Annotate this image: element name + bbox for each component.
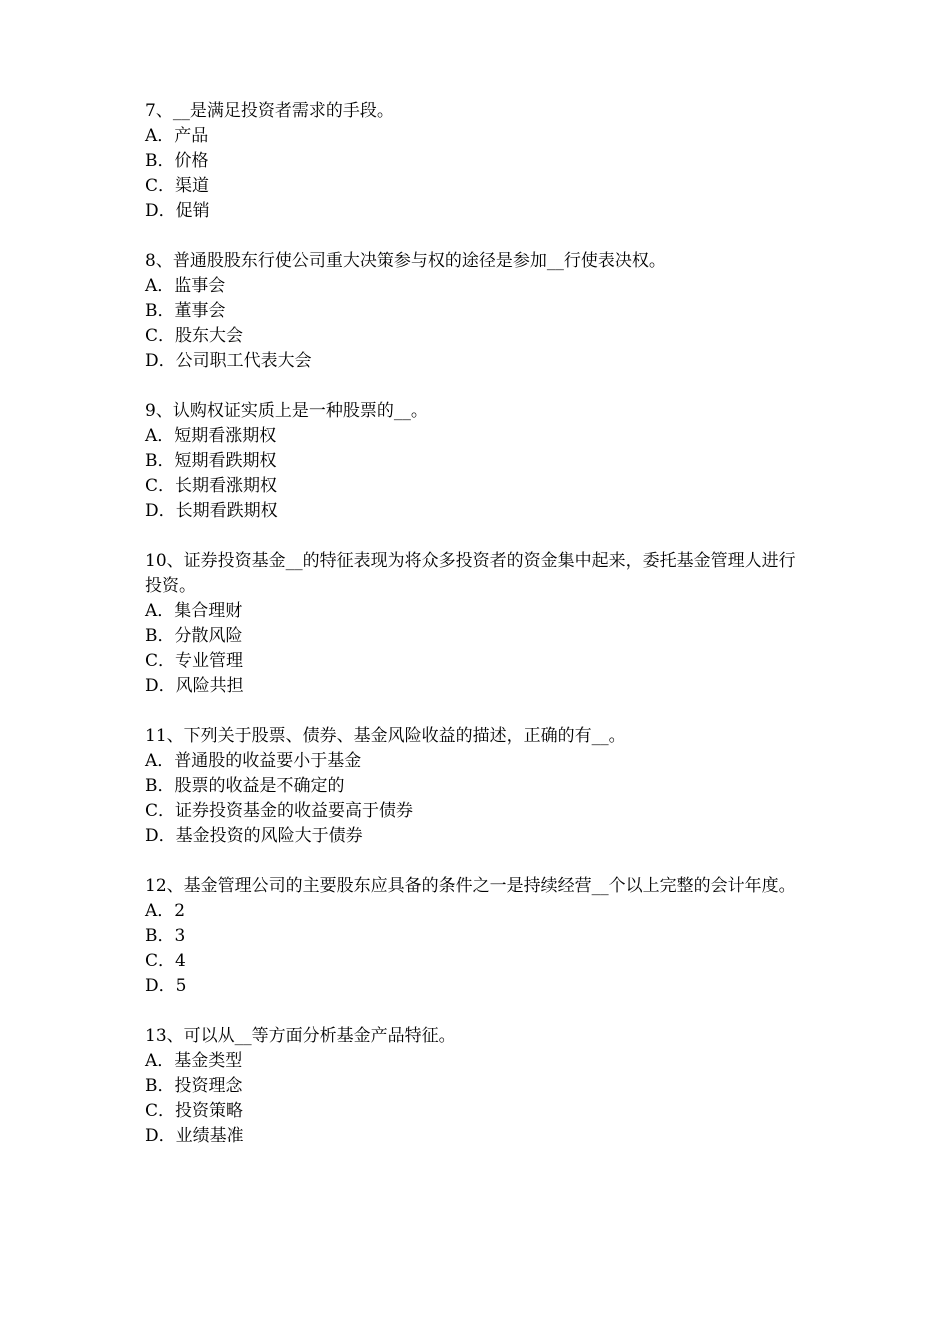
option-d: D．公司职工代表大会 [145,351,312,371]
question-list [145,99,810,1174]
question-11 [145,724,810,849]
option-c: C．渠道 [145,176,210,196]
question-10 [145,549,810,699]
option-a: A．产品 [145,126,209,146]
option-a: A．集合理财 [145,601,243,621]
option-c: C．股东大会 [145,326,244,346]
option-b: B．分散风险 [145,626,243,646]
question-text: 13、可以从__等方面分析基金产品特征。 [145,1026,456,1046]
option-c: C．4 [145,951,186,971]
question-text: 12、基金管理公司的主要股东应具备的条件之一是持续经营__个以上完整的会计年度。 [145,876,796,896]
option-d: D．业绩基准 [145,1126,244,1146]
question-13 [145,1024,810,1149]
option-b: B．短期看跌期权 [145,451,277,471]
option-b: B．价格 [145,151,209,171]
option-d: D．基金投资的风险大于债券 [145,826,363,846]
option-b: B．股票的收益是不确定的 [145,776,345,796]
question-text: 8、普通股股东行使公司重大决策参与权的途径是参加__行使表决权。 [145,251,666,271]
option-d: D．风险共担 [145,676,244,696]
option-d: D．促销 [145,201,210,221]
question-8 [145,249,810,374]
option-b: B．董事会 [145,301,226,321]
question-9 [145,399,810,524]
option-c: C．投资策略 [145,1101,244,1121]
option-b: B．投资理念 [145,1076,243,1096]
question-7 [145,99,810,224]
option-d: D．5 [145,976,187,996]
option-c: C．专业管理 [145,651,244,671]
question-text: 11、下列关于股票、债券、基金风险收益的描述，正确的有__。 [145,726,626,746]
question-text: 10、证券投资基金__的特征表现为将众多投资者的资金集中起来，委托基金管理人进行投资。 [145,551,796,596]
question-text: 9、认购权证实质上是一种股票的__。 [145,401,428,421]
question-12 [145,874,810,999]
option-a: A．短期看涨期权 [145,426,277,446]
option-b: B．3 [145,926,186,946]
option-c: C．长期看涨期权 [145,476,278,496]
option-a: A．普通股的收益要小于基金 [145,751,362,771]
option-c: C．证券投资基金的收益要高于债券 [145,801,414,821]
question-text: 7、__是满足投资者需求的手段。 [145,101,394,121]
option-a: A．基金类型 [145,1051,243,1071]
option-a: A．监事会 [145,276,226,296]
option-a: A．2 [145,901,186,921]
option-d: D．长期看跌期权 [145,501,278,521]
